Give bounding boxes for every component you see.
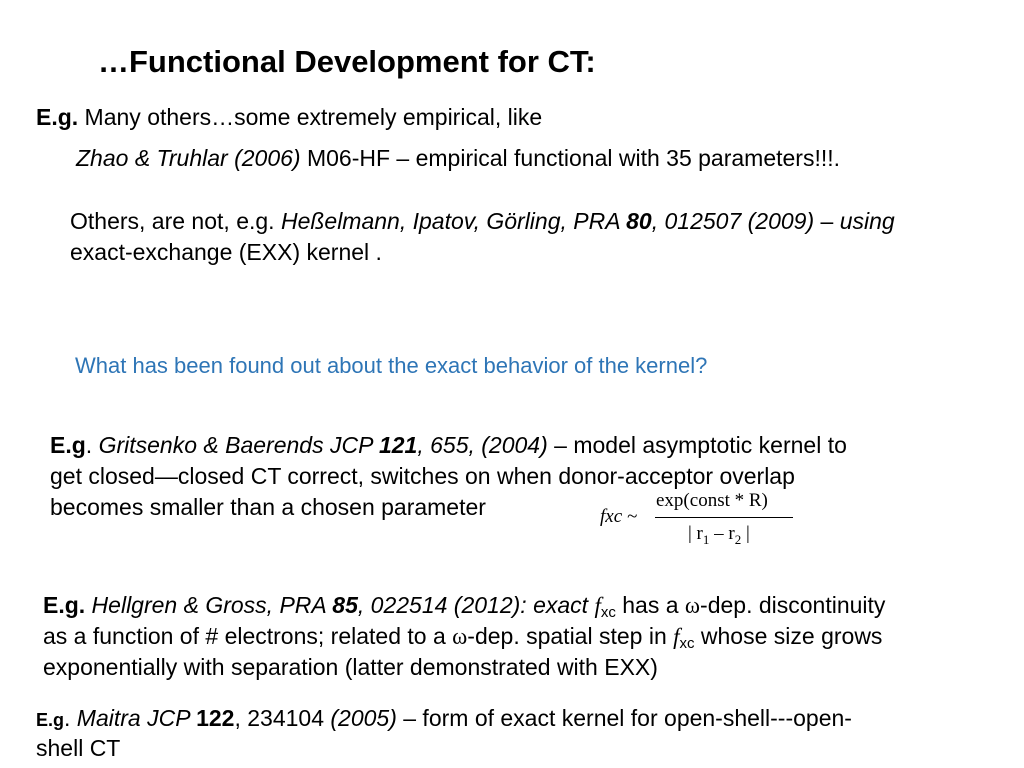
eg4-dot: . [64, 705, 77, 731]
eg2-text: – model asymptotic kernel to [547, 432, 847, 458]
eg3-line2c: whose size grows [694, 623, 883, 649]
eg2-line3: becomes smaller than a chosen parameter [50, 494, 486, 520]
eg3-f: f [594, 593, 601, 618]
eg3-f2: f [673, 624, 680, 649]
others-authors: Heßelmann, Ipatov, Görling, PRA [280, 208, 627, 234]
eg3-line3: exponentially with separation (latter demonstrated with EXX) [43, 654, 658, 680]
eg2-pages: , 655, (2004) [417, 432, 548, 458]
eg3-omega: ω [684, 593, 701, 618]
formula-denominator [688, 523, 750, 548]
formula-sub2: 2 [734, 531, 742, 547]
eg4-text: – form of exact kernel for open-shell---open- [396, 705, 852, 731]
eg2-dot: . [85, 432, 99, 458]
eg1-reference: Zhao & Truhlar (2006) [76, 145, 301, 171]
eg3-xc: xc [600, 604, 616, 621]
eg1-label: E.g. [36, 104, 79, 130]
others-line1 [70, 206, 895, 237]
eg3-pages: , 022514 (2012): exact [357, 592, 595, 618]
eg3-line2a: as a function of # electrons; related to a [43, 623, 453, 649]
formula-lhs: fxc ~ [600, 506, 638, 527]
eg1-text: Many others…some extremely empirical, like [78, 104, 543, 130]
others-dash: – [814, 208, 840, 234]
eg3-text1b: -dep. discontinuity [700, 592, 886, 618]
formula-den-minus: – r [709, 523, 735, 544]
eg4-line2: shell CT [36, 735, 121, 761]
formula-sub1: 1 [702, 531, 710, 547]
others-prefix: Others, are not, e.g. [70, 208, 281, 234]
eg1-line1 [36, 102, 542, 133]
formula-den-part-b: | [741, 523, 750, 544]
eg4-line1 [36, 703, 852, 736]
eg4-year: (2005) [330, 705, 397, 731]
others-volume: 80 [626, 208, 652, 234]
eg3-xc2: xc [679, 635, 695, 652]
fxc-formula [600, 490, 800, 554]
eg2-line1 [50, 430, 847, 461]
eg2-line2: get closed—closed CT correct, switches on when donor-acceptor overlap [50, 463, 795, 489]
formula-fraction-bar [655, 517, 793, 518]
eg4-label: E.g [36, 710, 65, 730]
formula-den-part-a: | r [688, 523, 703, 544]
question-text: What has been found out about the exact behavior of the kernel? [75, 353, 708, 378]
eg3-volume: 85 [332, 592, 358, 618]
others-pages: , 012507 (2009) [651, 208, 815, 234]
others-line2: exact-exchange (EXX) kernel . [70, 239, 382, 265]
eg3-text1: has a [615, 592, 685, 618]
eg4-pages: , 234104 [234, 705, 331, 731]
eg4-authors: Maitra JCP [76, 705, 197, 731]
eg2-label: E.g [50, 432, 86, 458]
eg1-line2 [76, 143, 840, 174]
eg3-authors: Hellgren & Gross, PRA [85, 592, 333, 618]
eg3-line2b: -dep. spatial step in [467, 623, 674, 649]
eg3-omega2: ω [452, 624, 468, 649]
eg3-label: E.g. [43, 592, 86, 618]
eg2-volume: 121 [378, 432, 418, 458]
eg2-authors: Gritsenko & Baerends JCP [98, 432, 379, 458]
formula-numerator: exp(const * R) [656, 490, 768, 511]
others-using: using [839, 208, 895, 234]
page-title: …Functional Development for CT: [98, 44, 596, 79]
eg1-reference-description: M06-HF – empirical functional with 35 parameters!!!. [300, 145, 841, 171]
eg4-volume: 122 [196, 705, 235, 731]
